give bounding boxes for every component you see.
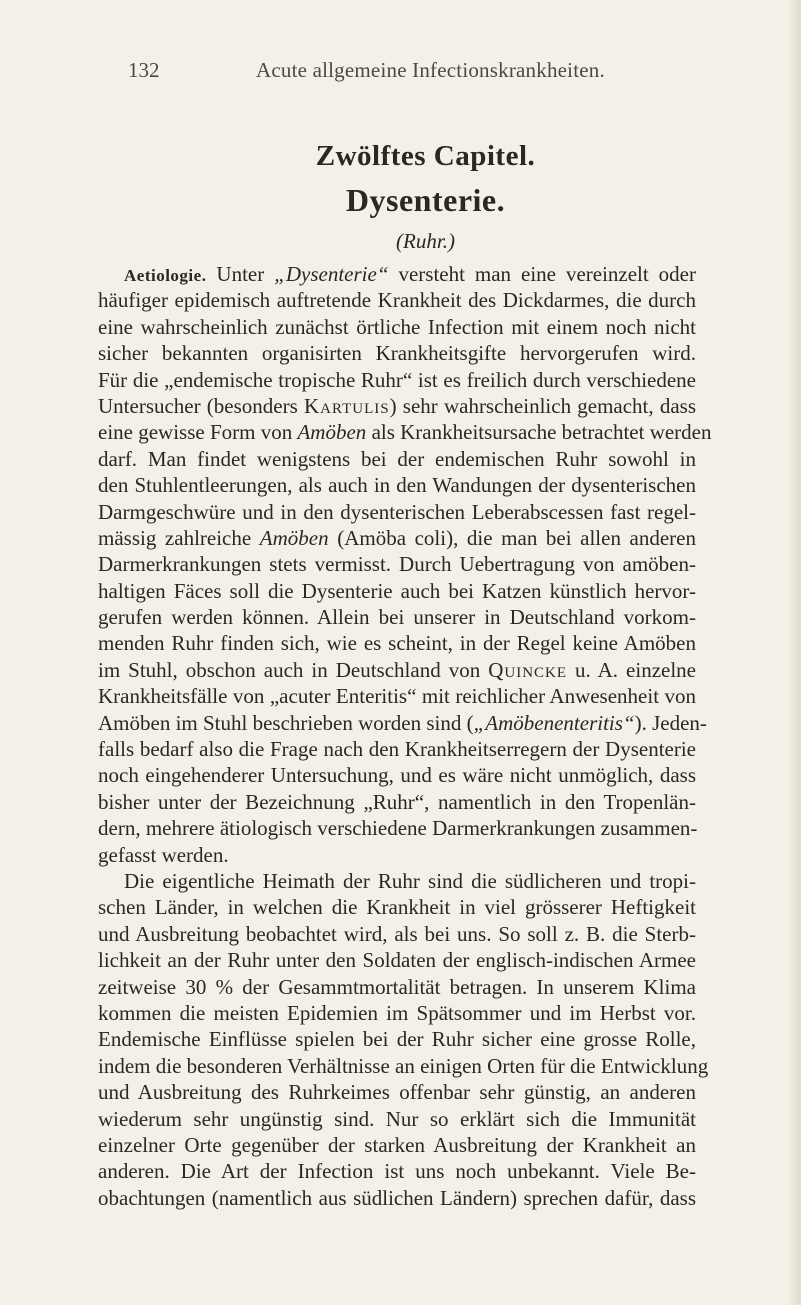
text-line: Endemische Einflüsse spielen bei der Ruhr sicher eine grosse Rolle, — [98, 1027, 696, 1052]
text-span: im Stuhl, obschon auch in Deutschland von — [98, 657, 489, 682]
text-line: sicher bekannten organisirten Krankheitsgifte hervorgerufen wird. — [98, 341, 696, 366]
italic-term: Amöben — [259, 525, 329, 550]
text-line: noch eingehenderer Untersuchung, und es wäre nicht unmöglich, dass — [98, 763, 696, 788]
text-line: und Ausbreitung des Ruhrkeimes offenbar sehr günstig, an anderen — [98, 1080, 696, 1105]
paragraph-keyword: Aetiologie. — [124, 266, 207, 285]
text-span: versteht man eine vereinzelt oder — [388, 262, 696, 286]
text-span: ). Jeden- — [634, 710, 707, 735]
text-span: Untersucher (besonders — [98, 393, 304, 418]
text-line: Krankheitsfälle von „acuter Enteritis“ mit reichlicher Anwesenheit von — [98, 684, 696, 709]
text-line: dern, mehrere ätiologisch verschiedene Darmerkrankungen zusammen- — [98, 816, 698, 841]
text-span: Unter — [206, 262, 275, 286]
text-line — [98, 419, 712, 445]
text-line: lichkeit an der Ruhr unter den Soldaten der englisch-indischen Armee — [98, 948, 696, 973]
text-span: eine gewisse Form von — [98, 420, 298, 445]
text-line: und Ausbreitung beobachtet wird, als bei uns. So soll z. B. die Sterb- — [98, 921, 696, 946]
text-line: Darmerkrankungen stets vermisst. Durch Uebertragung von amöben- — [98, 552, 696, 577]
text-line: gerufen werden können. Allein bei unserer in Deutschland vorkom- — [98, 605, 696, 630]
text-span: ) sehr wahrscheinlich gemacht, dass — [389, 393, 696, 418]
text-line: Für die „endemische tropische Ruhr“ ist es freilich durch verschiedene — [98, 367, 696, 392]
text-line: anderen. Die Art der Infection ist uns noch unbekannt. Viele Be- — [98, 1159, 696, 1184]
text-line: indem die besonderen Verhältnisse an einigen Orten für die Entwicklung — [98, 1053, 709, 1078]
text-line: eine wahrscheinlich zunächst örtliche Infection mit einem noch nicht — [98, 314, 696, 339]
text-line: Darmgeschwüre und in den dysenterischen Leberabscessen fast regel- — [98, 499, 696, 524]
text-line: bisher unter der Bezeichnung „Ruhr“, namentlich in den Tropenlän- — [98, 789, 696, 814]
text-line: falls bedarf also die Frage nach den Krankheitserregern der Dysenterie — [98, 737, 696, 762]
text-line: schen Länder, in welchen die Krankheit in viel grösserer Heftigkeit — [98, 895, 696, 920]
text-line: einzelner Orte gegenüber der starken Ausbreitung der Krankheit an — [98, 1132, 696, 1157]
text-line — [98, 710, 707, 736]
page-edge-shadow — [787, 0, 801, 1305]
text-line — [98, 261, 696, 287]
page-number: 132 — [128, 58, 160, 82]
section-title: Dysenterie. — [345, 182, 506, 218]
text-line: häufiger epidemisch auftretende Krankheit des Dickdarmes, die durch — [98, 288, 696, 313]
text-line: haltigen Fäces soll die Dysenterie auch bei Katzen künstlich hervor- — [98, 578, 696, 603]
text-line: menden Ruhr finden sich, wie es scheint, in der Regel keine Amöben — [98, 631, 696, 656]
text-span: als Krankheitsursache betrachtet werden — [366, 420, 712, 445]
text-line: Die eigentliche Heimath der Ruhr sind die südlicheren und tropi- — [124, 868, 696, 893]
text-line: wiederum sehr ungünstig sind. Nur so erklärt sich die Immunität — [98, 1106, 696, 1131]
text-line: kommen die meisten Epidemien im Spätsommer und im Herbst vor. — [98, 1000, 696, 1025]
text-line — [98, 393, 696, 419]
text-line: zeitweise 30 % der Gesammtmortalität betragen. In unserem Klima — [98, 974, 696, 999]
text-span: u. A. einzelne — [567, 657, 696, 682]
author-name: Kartulis — [303, 393, 390, 418]
text-span: Amöben im Stuhl beschrieben worden sind ( — [98, 710, 474, 735]
text-line — [98, 525, 696, 551]
body-text — [98, 261, 712, 1211]
italic-term: Amöben — [297, 420, 367, 445]
text-span: mässig zahlreiche — [98, 525, 260, 550]
italic-term: „Amöbenenteritis“ — [473, 710, 635, 735]
running-head — [128, 58, 680, 88]
text-span: (Amöba coli), die man bei allen anderen — [328, 525, 696, 550]
text-line: darf. Man findet wenigstens bei der endemischen Ruhr sowohl in — [98, 446, 696, 471]
text-line: gefasst werden. — [98, 842, 229, 867]
running-title: Acute allgemeine Infectionskrankheiten. — [256, 58, 605, 82]
italic-term: „Dysenterie“ — [274, 262, 389, 286]
chapter-heading: Zwölftes Capitel. — [315, 140, 536, 172]
section-subtitle: (Ruhr.) — [396, 229, 455, 253]
text-line: den Stuhlentleerungen, als auch in den Wandungen der dysenterischen — [98, 473, 696, 498]
text-line — [98, 657, 696, 683]
author-name: Quincke — [488, 657, 568, 682]
text-line: obachtungen (namentlich aus südlichen Ländern) sprechen dafür, dass — [98, 1185, 696, 1210]
